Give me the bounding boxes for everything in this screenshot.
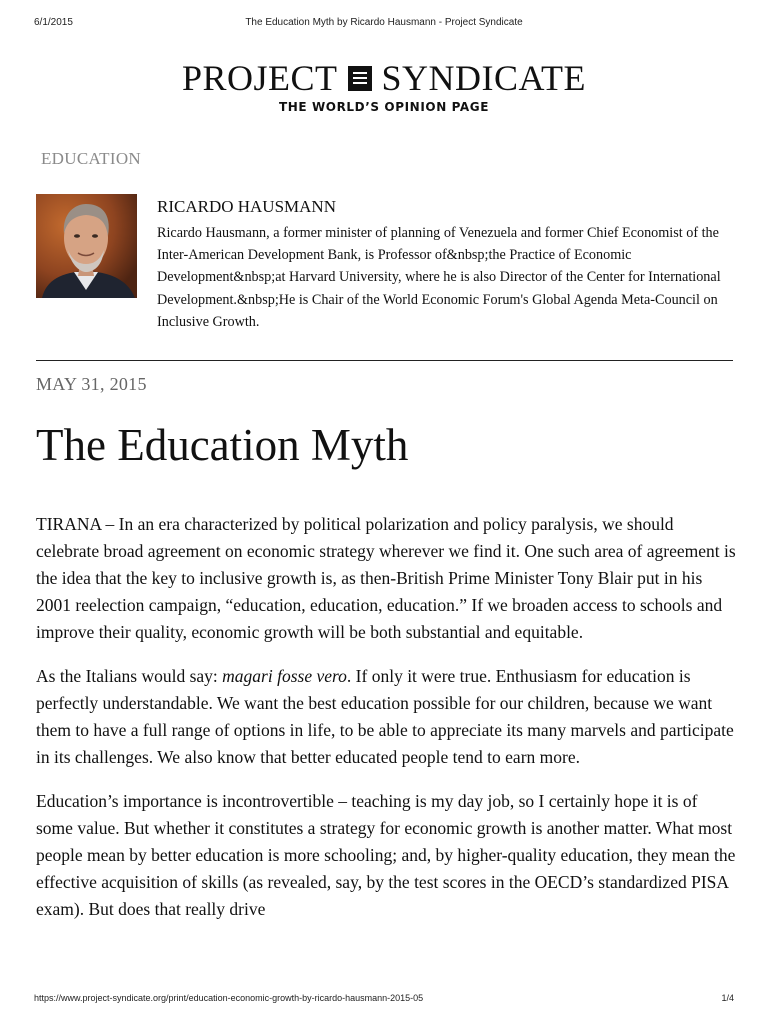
book-stack-icon [348,66,372,91]
author-bio: Ricardo Hausmann, a former minister of planning of Venezuela and former Chief Economist of the Inter-American Development Bank, is Professor of&nbsp;the Practice of Economic Development&nbsp;at Harvard University, where he is also Director of the Center for International Development.&nbsp;He is Chair of the World Economic Forum's Global Agenda Meta-Council on Inclusive Growth. [157,225,721,330]
paragraph-2-rest: . If only it were true. Enthusiasm for education is perfectly understandable. We want the best education possible for our children, because we want them to have a full range of options in life, to be able to appreciate its many marvels and participate in its challenges. We also know that better educated people tend to earn more. [36,666,734,767]
paragraph-3: Education’s importance is incontrovertible – teaching is my day job, so I certainly hope it is of some value. But whether it constitutes a strategy for economic growth is another matter. What most people mean by better education is more schooling; and, by higher-quality education, they mean the effective acquisition of skills (as revealed, say, by the test scores in the OECD’s standardized PISA exam). But does that really drive [36,791,736,919]
author-name[interactable]: RICARDO HAUSMANN [157,197,336,216]
print-footer [34,993,734,1007]
publish-date: MAY 31, 2015 [36,374,147,394]
article-body [36,511,736,940]
print-page-title: The Education Myth by Ricardo Hausmann - Project Syndicate [245,17,523,28]
paragraph-2-lead: As the Italians would say: [36,666,223,686]
author-photo [36,194,137,298]
print-header [34,17,734,31]
paragraph-2 [36,663,736,771]
article-headline: The Education Myth [36,420,409,470]
logo-wordmark [182,58,586,98]
print-date: 6/1/2015 [34,17,73,28]
paragraph-1: TIRANA – In an era characterized by political polarization and policy paralysis, we should celebrate broad agreement on economic strategy wherever we find it. One such area of agreement is the idea that the key to inclusive growth is, as then-British Prime Minister Tony Blair put in his 2001 reelection campaign, “education, education, education.” If we broaden access to schools and improve their quality, economic growth will be both substantial and equitable. [36,514,736,642]
italian-phrase: magari fosse vero [222,666,347,686]
divider [36,360,733,361]
logo-word-right: SYNDICATE [381,58,587,98]
print-url: https://www.project-syndicate.org/print/education-economic-growth-by-ricardo-hausmann-2015-05 [34,993,424,1003]
author-portrait-image [36,194,137,298]
section-label[interactable]: EDUCATION [41,149,141,168]
site-logo[interactable] [0,58,768,114]
logo-word-left: PROJECT [181,58,338,98]
logo-tagline: THE WORLD’S OPINION PAGE [278,100,490,114]
page-number: 1/4 [721,993,734,1003]
